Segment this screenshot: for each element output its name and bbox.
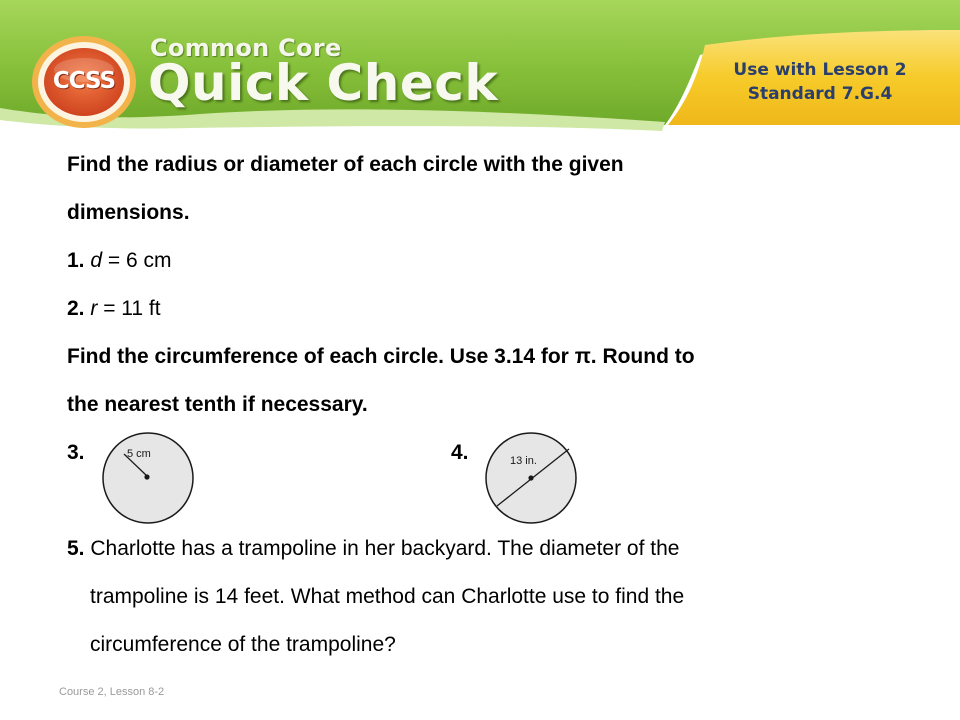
circle-4-center: [528, 475, 533, 480]
question-1: [67, 237, 172, 285]
question-5-text-1: Charlotte has a trampoline in her backyard. The diameter of the: [84, 537, 680, 560]
question-2-variable: r: [90, 297, 98, 320]
instruction-circumference-line1: Find the circumference of each circle. Use 3.14 for π. Round to: [67, 345, 695, 368]
instruction-circumference-line2: the nearest tenth if necessary.: [67, 393, 368, 416]
ccss-logo: CCSS: [52, 68, 116, 94]
question-2-number: 2.: [67, 297, 85, 320]
circle-figure-diameter: [483, 430, 579, 526]
diameter-label: 13 in.: [510, 455, 537, 467]
instruction-radius-diameter-line2: dimensions.: [67, 201, 190, 224]
standard-line: Standard 7.G.4: [747, 84, 893, 104]
question-5-line1: [67, 525, 679, 573]
instruction-radius-diameter-line1: Find the radius or diameter of each circle with the given: [67, 153, 624, 176]
circle-3-center: [144, 474, 149, 479]
banner-subtitle: Common Core: [150, 34, 342, 62]
question-2: [67, 285, 161, 333]
question-1-value: = 6 cm: [102, 249, 172, 272]
question-5-line2: trampoline is 14 feet. What method can Charlotte use to find the: [90, 585, 685, 608]
circle-figure-radius: [100, 430, 196, 526]
footer-course-info: Course 2, Lesson 8-2: [59, 686, 165, 698]
lesson-line: Use with Lesson 2: [733, 60, 907, 80]
question-2-value: = 11 ft: [97, 297, 161, 320]
radius-label: 5 cm: [127, 448, 151, 460]
question-4-number: 4.: [451, 441, 469, 464]
question-5-number: 5.: [67, 537, 85, 560]
question-1-variable: d: [90, 249, 103, 272]
header-banner: [0, 0, 960, 135]
question-5-line3: circumference of the trampoline?: [90, 633, 396, 656]
question-1-number: 1.: [67, 249, 85, 272]
question-3-number: 3.: [67, 441, 85, 464]
lesson-info: [700, 58, 940, 106]
banner-title: Quick Check: [148, 54, 499, 112]
